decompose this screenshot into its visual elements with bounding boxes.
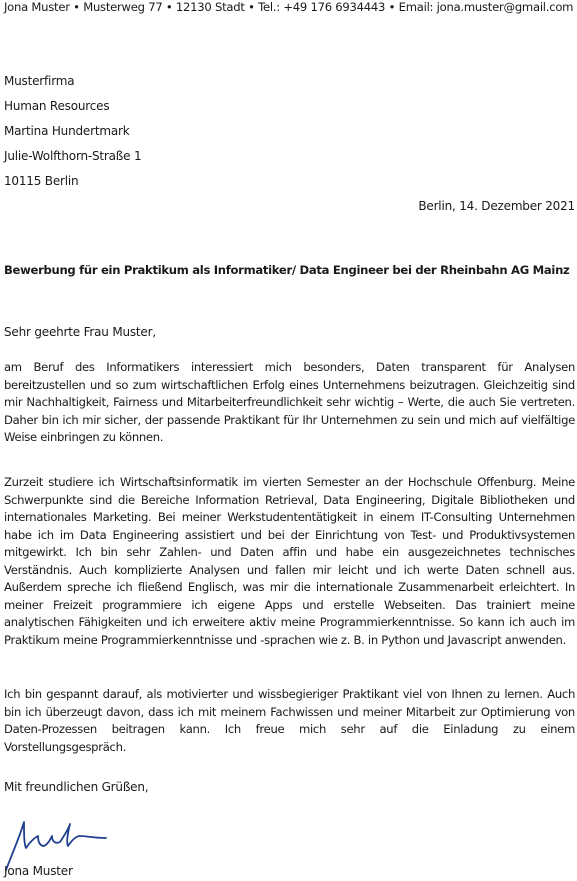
body-paragraph-1: am Beruf des Informatikers interessiert mich besonders, Daten transparent für Analysen bereitzustellen und so zum wirtschaftlichen Erfolg eines Unternehmens beizutragen. Gleichzeitig sind mir Nachhaltigkeit, Fairness und Mitarbeiterfreundlichkeit sehr wichtig – Werte, die auch Sie vertreten. Daher bin ich mir sicher, der passende Praktikant für Ihr Unternehmen zu sein und mich auf vielfältige Weise einbringen zu können. [4, 360, 575, 444]
recipient-department: Human Resources [4, 99, 110, 113]
recipient-street: Julie-Wolfthorn-Straße 1 [4, 149, 142, 163]
letter-closing: Mit freundlichen Grüßen, [4, 780, 149, 794]
sender-name: Jona Muster [4, 864, 73, 878]
body-paragraph-2: Zurzeit studiere ich Wirtschaftsinformatik im vierten Semester an der Hochschule Offenburg. Meine Schwerpunkte sind die Bereiche Information Retrieval, Data Engineering, Digitale Bibliotheken und internationales Marketing. Bei meiner Werkstudententätigkeit in einem IT-Consulting Unternehmen habe ich im Data Engineering assistiert und bei der Einrichtung von Test- und Produktivsystemen mitgewirkt. Ich bin sehr Zahlen- und Daten affin und habe ein ausgezeichnetes technisches Verständnis. Auch komplizierte Analysen und fallen mir leicht und ich werte Daten schnell aus. Außerdem spreche ich fließend Englisch, was mir die internationale Zusammenarbeit erleichtert. In meiner Freizeit programmiere ich eigene Apps und erstelle Webseiten. Das trainiert meine analytischen Fähigkeiten und ich erweitere aktiv meine Programmierkenntnisse. So kann ich auch im Praktikum meine Programmierkenntnisse und -sprachen wie z. B. in Python und Javascript anwenden. [4, 475, 575, 647]
letter-date: Berlin, 14. Dezember 2021 [418, 199, 575, 213]
sender-contact-line: Jona Muster • Musterweg 77 • 12130 Stadt • Tel.: +49 176 6934443 • Email: jona.muster@gmail.com [4, 0, 574, 14]
recipient-city: 10115 Berlin [4, 174, 79, 188]
body-paragraph-3: Ich bin gespannt darauf, als motivierter und wissbegieriger Praktikant viel von Ihnen zu lernen. Auch bin ich überzeugt davon, dass ich mit meinem Fachwissen und meiner Mitarbeit zur Optimierung von Daten-Prozessen beitragen kann. Ich freue mich sehr auf die Einladung zu einem Vorstellungsgespräch. [4, 687, 575, 754]
recipient-company: Musterfirma [4, 74, 75, 88]
recipient-address-block [4, 69, 141, 194]
letter-salutation: Sehr geehrte Frau Muster, [4, 325, 156, 339]
letter-subject: Bewerbung für ein Praktikum als Informatiker/ Data Engineer bei der Rheinbahn AG Mainz [4, 263, 570, 277]
recipient-person: Martina Hundertmark [4, 124, 130, 138]
